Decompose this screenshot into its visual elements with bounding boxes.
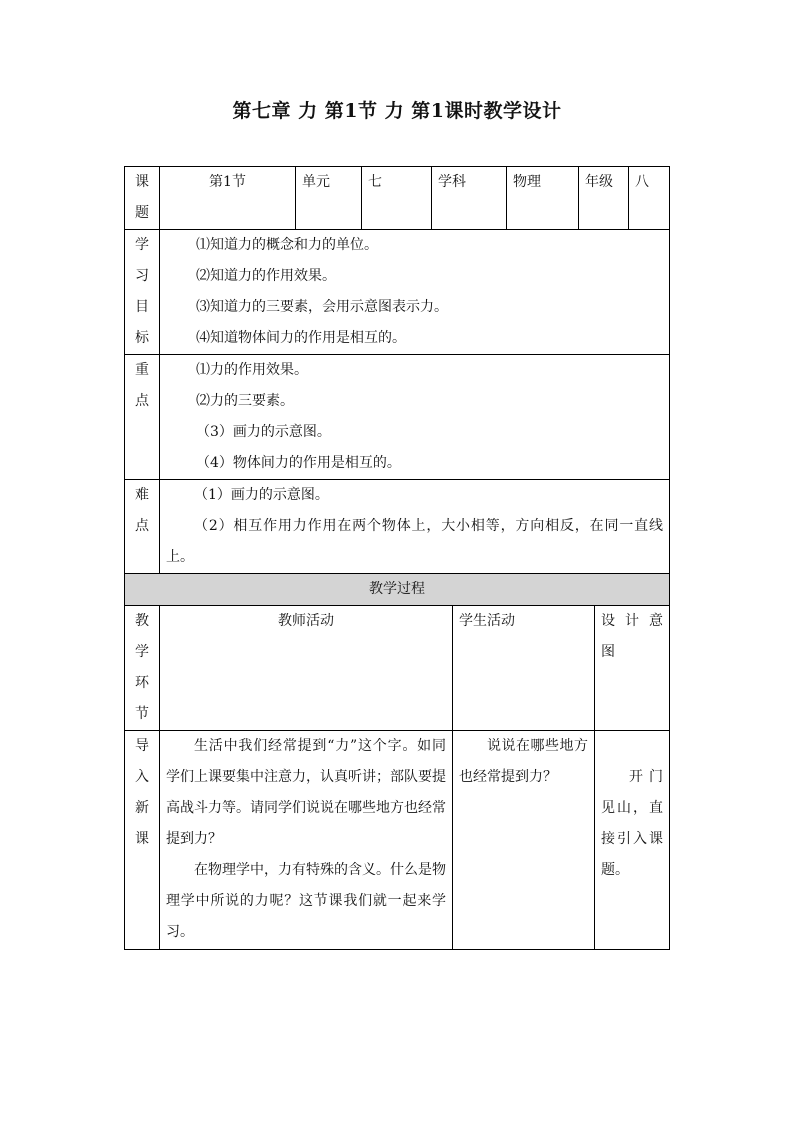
objectives-content: [160, 230, 670, 355]
section-value: 第1节: [160, 167, 296, 230]
teacher-paragraph: 在物理学中，力有特殊的含义。什么是物理学中所说的力呢？这节课我们就一起来学习。: [166, 862, 446, 940]
objectives-label: 学 习 目 标: [125, 230, 160, 355]
objective-item: ⑴知道力的概念和力的单位。: [196, 237, 378, 253]
stage-label: 导 入 新 课: [125, 731, 160, 950]
unit-label: 单元: [296, 167, 362, 230]
key-points-row: [125, 355, 670, 480]
key-point-item: ⑴力的作用效果。: [196, 362, 308, 378]
grade-value: 八: [629, 167, 670, 230]
lesson-info-table: [124, 166, 670, 575]
grade-label: 年级: [579, 167, 629, 230]
objective-item: ⑷知道物体间力的作用是相互的。: [196, 330, 406, 346]
objectives-row: [125, 230, 670, 355]
page-title: 第七章 力 第1节 力 第1课时教学设计: [232, 100, 562, 122]
process-row: [125, 731, 670, 950]
student-activity-header: 学生活动: [453, 606, 595, 731]
unit-value: 七: [362, 167, 432, 230]
design-intent-header: 设 计 意 图: [595, 606, 670, 731]
process-banner-row: [125, 574, 670, 606]
difficulty-item: （2）相互作用力作用在两个物体上，大小相等，方向相反，在同一直线上。: [166, 518, 663, 565]
objective-item: ⑶知道力的三要素，会用示意图表示力。: [196, 299, 448, 315]
topic-label: 课 题: [125, 167, 160, 230]
subject-value: 物理: [507, 167, 579, 230]
key-points-content: [160, 355, 670, 480]
teacher-activity-cell: [160, 731, 453, 950]
key-point-item: （4）物体间力的作用是相互的。: [196, 455, 401, 471]
subject-label: 学科: [432, 167, 507, 230]
teaching-process-table: [124, 573, 670, 950]
key-point-item: ⑵力的三要素。: [196, 393, 294, 409]
process-header-row: [125, 606, 670, 731]
design-intent-cell: 开门见山，直接引入课题。: [595, 731, 670, 950]
student-activity-cell: 说说在哪些地方也经常提到力？: [453, 731, 595, 950]
difficulties-label: 难 点: [125, 480, 160, 575]
objective-item: ⑵知道力的作用效果。: [196, 268, 336, 284]
key-points-label: 重 点: [125, 355, 160, 480]
difficulties-content: [160, 480, 670, 575]
teacher-paragraph: 生活中我们经常提到“力”这个字。如同学们上课要集中注意力，认真听讲；部队要提高战斗力等。请同学们说说在哪些地方也经常提到力？: [166, 738, 446, 847]
process-banner: 教学过程: [125, 574, 670, 606]
teacher-activity-header: 教师活动: [160, 606, 453, 731]
difficulties-row: [125, 480, 670, 575]
key-point-item: （3）画力的示意图。: [196, 424, 331, 440]
lesson-info-row: [125, 167, 670, 230]
stage-header: 教 学 环 节: [125, 606, 160, 731]
difficulty-item: （1）画力的示意图。: [194, 487, 329, 503]
